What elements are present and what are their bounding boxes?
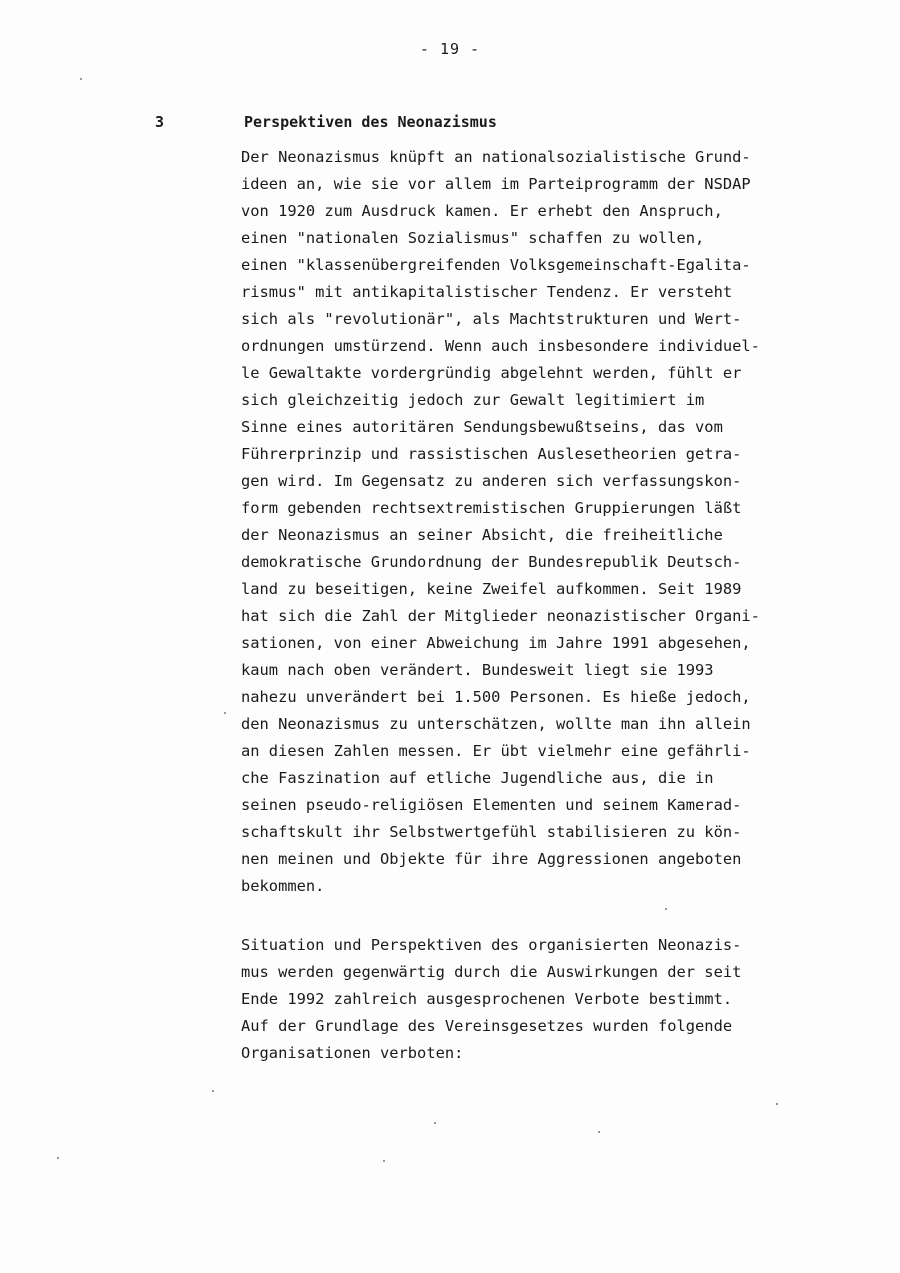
text-line: schaftskult ihr Selbstwertgefühl stabilisieren zu kön- — [241, 823, 742, 841]
text-line: Situation und Perspektiven des organisierten Neonazis- — [241, 936, 742, 954]
text-line: form gebenden rechtsextremistischen Gruppierungen läßt — [241, 499, 742, 517]
text-line: nahezu unverändert bei 1.500 Personen. Es hieße jedoch, — [241, 688, 751, 706]
text-line: sich als "revolutionär", als Machtstrukturen und Wert- — [241, 310, 742, 328]
paragraph-1 — [241, 144, 881, 900]
text-line: kaum nach oben verändert. Bundesweit liegt sie 1993 — [241, 661, 714, 679]
text-line: der Neonazismus an seiner Absicht, die freiheitliche — [241, 526, 723, 544]
text-line: sationen, von einer Abweichung im Jahre 1991 abgesehen, — [241, 634, 751, 652]
text-line: rismus" mit antikapitalistischer Tendenz. Er versteht — [241, 283, 733, 301]
text-line: nen meinen und Objekte für ihre Aggressionen angeboten — [241, 850, 742, 868]
text-line: den Neonazismus zu unterschätzen, wollte man ihn allein — [241, 715, 751, 733]
text-line: sich gleichzeitig jedoch zur Gewalt legitimiert im — [241, 391, 705, 409]
text-line: einen "nationalen Sozialismus" schaffen zu wollen, — [241, 229, 705, 247]
scan-speck — [665, 908, 667, 910]
scan-speck — [212, 1090, 214, 1092]
text-line: Auf der Grundlage des Vereinsgesetzes wurden folgende — [241, 1017, 733, 1035]
text-line: hat sich die Zahl der Mitglieder neonazistischer Organi- — [241, 607, 760, 625]
text-line: che Faszination auf etliche Jugendliche aus, die in — [241, 769, 714, 787]
paragraph-2 — [241, 932, 881, 1067]
scan-speck — [80, 78, 82, 80]
text-line: land zu beseitigen, keine Zweifel aufkommen. Seit 1989 — [241, 580, 742, 598]
text-line: mus werden gegenwärtig durch die Auswirkungen der seit — [241, 963, 742, 981]
text-line: gen wird. Im Gegensatz zu anderen sich verfassungskon- — [241, 472, 742, 490]
scan-speck — [224, 712, 226, 714]
text-line: an diesen Zahlen messen. Er übt vielmehr eine gefährli- — [241, 742, 751, 760]
text-line: Führerprinzip und rassistischen Auslesetheorien getra- — [241, 445, 742, 463]
section-number: 3 — [155, 113, 165, 131]
page-number: - 19 - — [419, 40, 481, 58]
text-line: bekommen. — [241, 877, 325, 895]
section-title: Perspektiven des Neonazismus — [244, 113, 497, 131]
text-line: Organisationen verboten: — [241, 1044, 464, 1062]
text-line: demokratische Grundordnung der Bundesrepublik Deutsch- — [241, 553, 742, 571]
text-line: Ende 1992 zahlreich ausgesprochenen Verbote bestimmt. — [241, 990, 733, 1008]
text-line: ideen an, wie sie vor allem im Parteiprogramm der NSDAP — [241, 175, 751, 193]
scan-speck — [776, 1103, 778, 1105]
text-line: ordnungen umstürzend. Wenn auch insbesondere individuel- — [241, 337, 760, 355]
text-line: seinen pseudo-religiösen Elementen und seinem Kamerad- — [241, 796, 742, 814]
text-line: le Gewaltakte vordergründig abgelehnt werden, fühlt er — [241, 364, 742, 382]
scan-speck — [434, 1122, 436, 1124]
text-line: Sinne eines autoritären Sendungsbewußtseins, das vom — [241, 418, 723, 436]
scan-speck — [383, 1160, 385, 1162]
text-line: Der Neonazismus knüpft an nationalsozialistische Grund- — [241, 148, 751, 166]
text-line: einen "klassenübergreifenden Volksgemeinschaft-Egalita- — [241, 256, 751, 274]
text-line: von 1920 zum Ausdruck kamen. Er erhebt den Anspruch, — [241, 202, 723, 220]
scan-speck — [57, 1157, 59, 1159]
scan-speck — [598, 1131, 600, 1133]
